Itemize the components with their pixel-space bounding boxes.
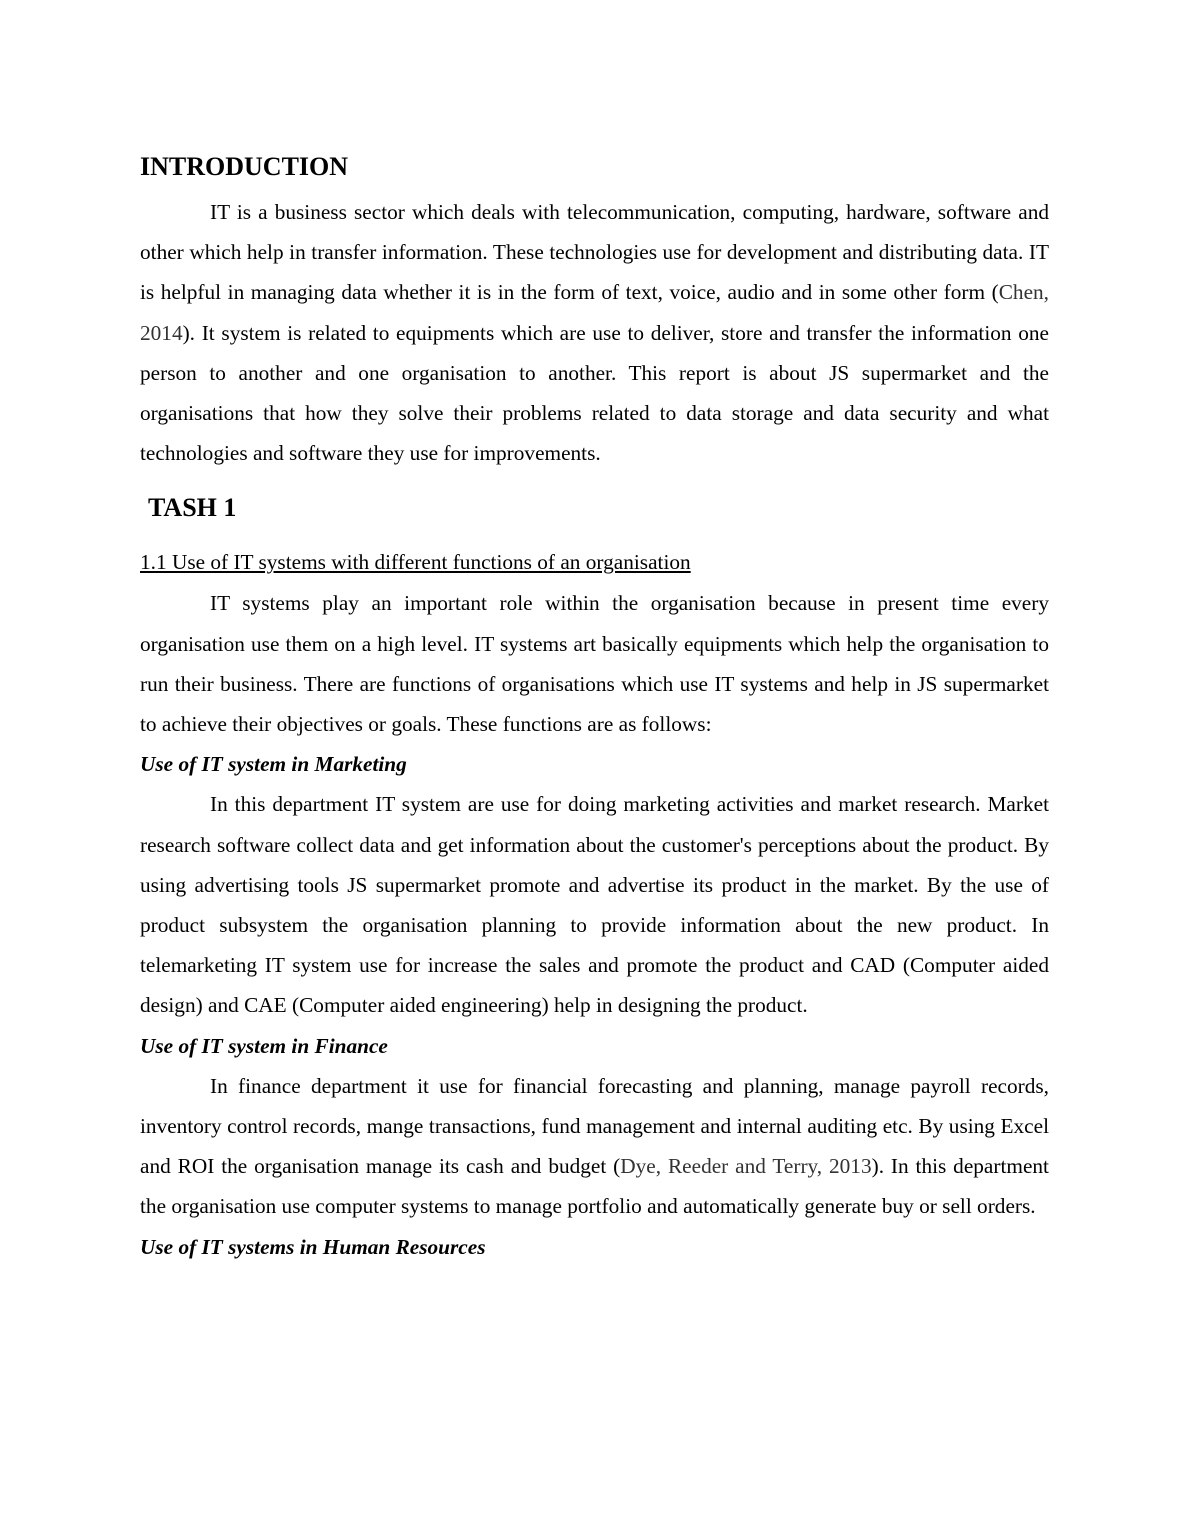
finance-paragraph — [140, 1066, 1049, 1227]
citation-dye: Dye, Reeder and Terry, 2013 — [620, 1154, 872, 1179]
document-page — [140, 150, 1049, 1267]
finance-heading: Use of IT system in Finance — [140, 1033, 388, 1058]
intro-paragraph — [140, 192, 1049, 473]
finance-text-b: ). In this department the organisation use computer systems to manage portfolio and automatically generate buy or sell orders. — [140, 1154, 1049, 1219]
task1-subheading: 1.1 Use of IT systems with different functions of an organisation — [140, 550, 691, 575]
task1-heading: TASH 1 — [148, 493, 237, 523]
intro-text-b: ). It system is related to equipments which are use to deliver, store and transfer the information one person to another and one organisation to another. This report is about JS supermarket and the organisations that how they solve their problems related to data storage and data security and what technologies and software they use for improvements. — [140, 320, 1049, 466]
finance-text-a: In finance department it use for financial forecasting and planning, manage payroll records, inventory control records, mange transactions, fund management and internal auditing etc. By using Excel and ROI the organisation manage its cash and budget ( — [140, 1073, 1049, 1179]
intro-text-a: IT is a business sector which deals with telecommunication, computing, hardware, software and other which help in transfer information. These technologies use for development and distributing data. IT is helpful in managing data whether it is in the form of text, voice, audio and in some other form ( — [140, 200, 1049, 305]
citation-chen: Chen, 2014 — [140, 280, 1049, 345]
marketing-paragraph: In this department IT system are use for doing marketing activities and market research. Market research software collect data and get information about the customer's perceptions about the product. By using advertising tools JS supermarket promote and advertise its product in the market. By the use of product subsystem the organisation planning to provide information about the new product. In telemarketing IT system use for increase the sales and promote the product and CAD (Computer aided design) and CAE (Computer aided engineering) help in designing the product. — [140, 792, 1049, 1018]
hr-heading: Use of IT systems in Human Resources — [140, 1234, 486, 1259]
task1-paragraph: IT systems play an important role within the organisation because in present time every organisation use them on a high level. IT systems art basically equipments which help the organisation to run their business. There are functions of organisations which use IT systems and help in JS supermarket to achieve their objectives or goals. These functions are as follows: — [140, 591, 1049, 737]
intro-heading: INTRODUCTION — [140, 152, 349, 181]
marketing-heading: Use of IT system in Marketing — [140, 752, 407, 777]
